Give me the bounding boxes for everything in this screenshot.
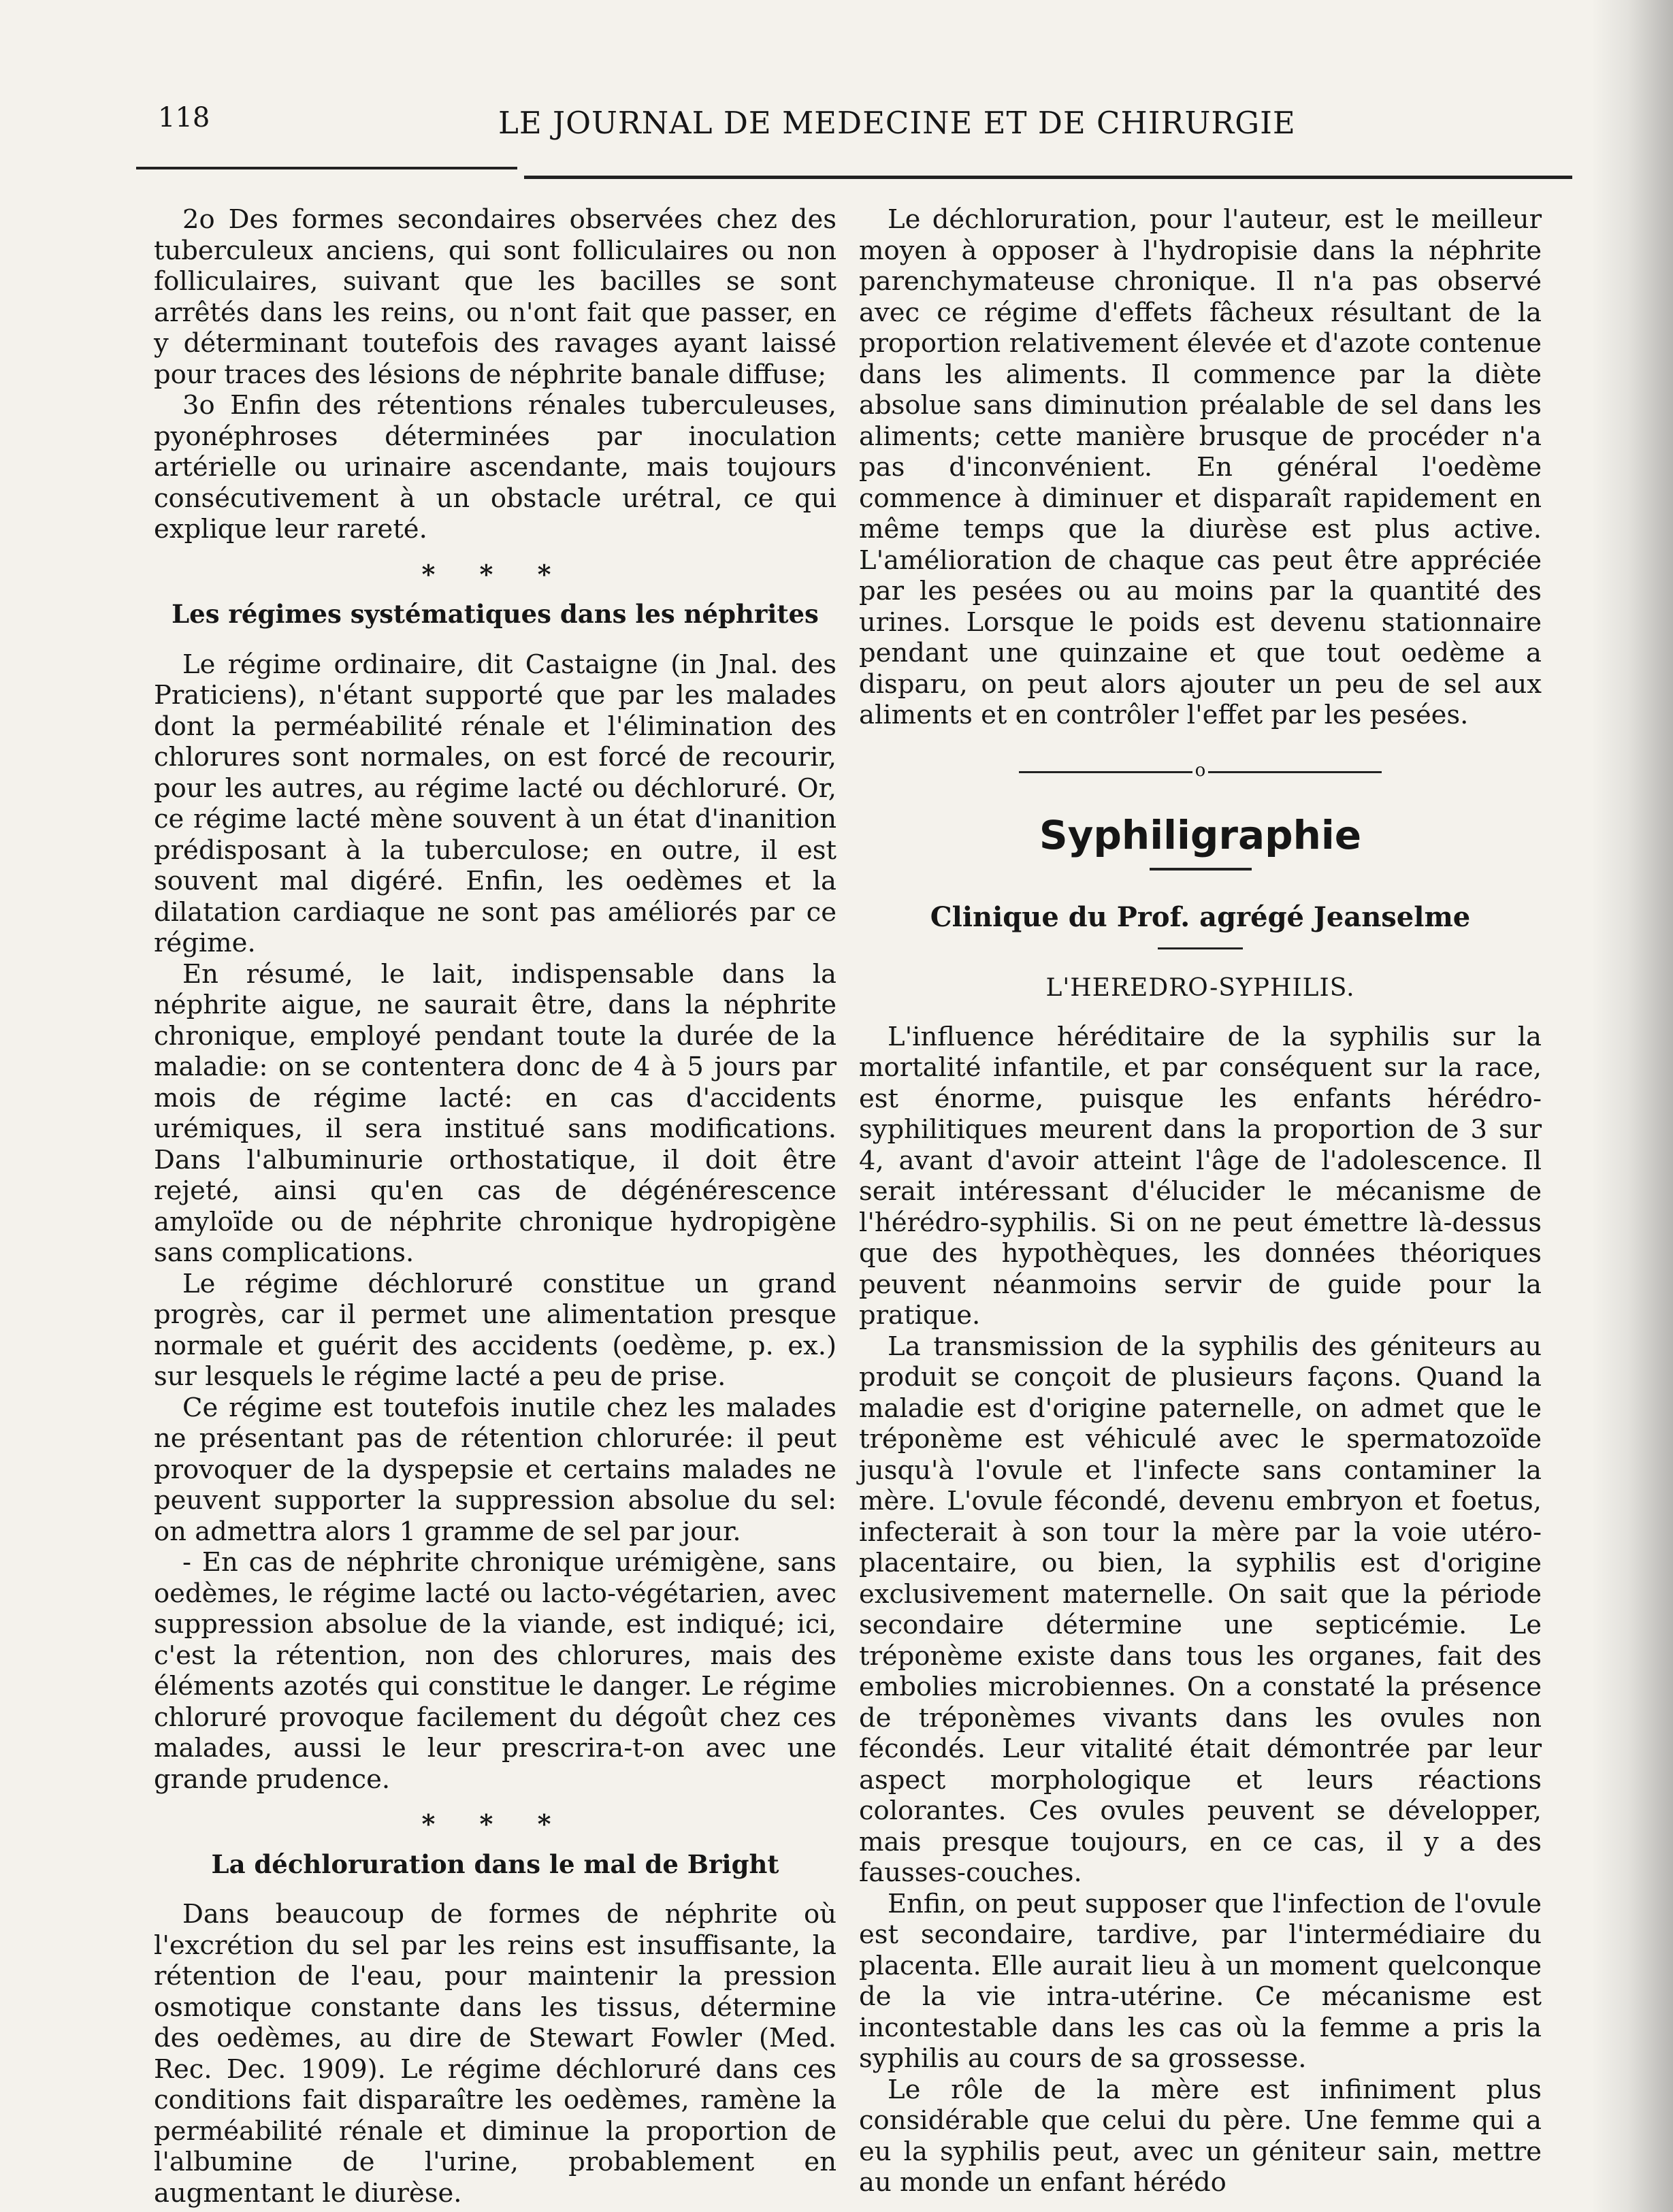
header-rule-left [136,167,517,169]
paragraph: 2o Des formes secondaires observées chez des tuberculeux anciens, qui sont folliculaires ou non folliculaires, suivant que les bacilles se sont arrêtés dans les reins, ou n'ont fait que passer, en y déterminant toutefois des ravages ayant laissé pour traces des lésions de néphrite banale diffuse; [154,204,836,390]
paragraph: L'influence héréditaire de la syphilis sur la mortalité infantile, et par conséquent sur la race, est énorme, puisque les enfants hérédro-syphilitiques meurent dans la proportion de 3 sur 4, avant d'avoir atteint l'âge de l'adolescence. Il serait intéressant d'élucider le mécanisme de l'hérédro-syphilis. Si on ne peut émettre là-dessus que des hypothèques, les données théoriques peuvent néanmoins servir de guide pour la pratique. [859,1021,1542,1331]
paragraph: Le régime déchloruré constitue un grand progrès, car il permet une alimentation presque normale et guérit des accidents (oedème, p. ex.) sur lesquels le régime lacté a peu de prise. [154,1268,836,1392]
paragraph: La transmission de la syphilis des géniteurs au produit se conçoit de plusieurs façons. Quand la maladie est d'origine paternelle, on admet que le tréponème est véhiculé avec le spermatozoïde jusqu'à l'ovule et l'infecte sans contaminer la mère. L'ovule fécondé, devenu embryon et foetus, infecterait à son tour la mère par la voie utéro-placentaire, ou bien, la syphilis est d'origine exclusivement maternelle. On sait que la période secondaire détermine une septicémie. Le tréponème existe dans tous les organes, fait des embolies microbiennes. On a constaté la présence de tréponèmes vivants dans les ovules non fécondés. Leur vitalité était démontrée par leur aspect morphologique et leurs réactions colorantes. Ces ovules peuvent se développer, mais presque toujours, en ce cas, il y a des fausses-couches. [859,1331,1542,1888]
header-rule-right [524,176,1572,179]
paragraph: En résumé, le lait, indispensable dans la néphrite aigue, ne saurait être, dans la néphrite chronique, employé pendant toute la durée de la maladie: on se contentera donc de 4 à 5 jours par mois de régime lacté: en cas d'accidents urémiques, il sera institué sans modifications. Dans l'albuminurie orthostatique, il doit être rejeté, ainsi qu'en cas de dégénérescence amyloïde ou de néphrite chronique hydropigène sans complications. [154,958,836,1268]
paragraph: - En cas de néphrite chronique urémigène, sans oedèmes, le régime lacté ou lacto-végétarien, avec suppression absolue de la viande, est indiqué; ici, c'est la rétention, non des chlorures, mais des éléments azotés qui constitue le danger. Le régime chloruré provoque facilement du dégoût chez ces malades, aussi le leur prescrira-t-on avec une grande prudence. [154,1547,836,1795]
article-title: L'HEREDRO-SYPHILIS. [1045,974,1355,1002]
paragraph: Dans beaucoup de formes de néphrite où l'excrétion du sel par les reins est insuffisante, la rétention de l'eau, pour maintenir la pression osmotique constante dans les tissus, détermine des oedèmes, au dire de Stewart Fowler (Med. Rec. Dec. 1909). Le régime déchloruré dans ces conditions fait disparaître les oedèmes, ramène la perméabilité rénale et diminue la proportion de l'albumine de l'urine, probablement en augmentant le diurèse. [154,1899,836,2209]
section-separator: * * * [421,558,569,589]
title-rule [1158,947,1243,949]
clinic-title: Clinique du Prof. agrégé Jeanselme [930,900,1471,933]
separator-symbol: o [1195,760,1206,781]
paragraph: Le rôle de la mère est infiniment plus considérable que celui du père. Une femme qui a eu la syphilis peut, avec un géniteur sain, mettre au monde un enfant hérédo [859,2074,1542,2198]
paragraph: Le déchloruration, pour l'auteur, est le meilleur moyen à opposer à l'hydropisie dans la néphrite parenchymateuse chronique. Il n'a pas observé avec ce régime d'effets fâcheux résultant de la proportion relativement élevée et d'azote contenue dans les aliments. Il commence par la diète absolue sans diminution préalable de sel dans les aliments; cette manière brusque de procéder n'a pas d'inconvénient. En général l'oedème commence à diminuer et disparaît rapidement en même temps que la diurèse est plus active. L'amélioration de chaque cas peut être appréciée par les pesées ou au moins par la quantité des urines. Lorsque le poids est devenu stationnaire pendant une quinzaine et que tout oedème a disparu, on peut alors ajouter un peu de sel aux aliments et en contrôler l'effet par les pesées. [859,204,1542,730]
separator-line [1019,771,1192,773]
section-heading: Les régimes systématiques dans les néphrites [172,599,819,629]
section-heading: La déchloruration dans le mal de Bright [211,1849,779,1879]
section-separator: * * * [421,1808,569,1839]
separator-line [1208,771,1382,773]
title-rule [1150,868,1252,871]
paragraph: Enfin, on peut supposer que l'infection de l'ovule est secondaire, tardive, par l'intermédiaire du placenta. Elle aurait lieu à un moment quelconque de la vie intra-utérine. Ce mécanisme est incontestable dans les cas où la femme a pris la syphilis au cours de sa grossesse. [859,1888,1542,2074]
left-column [154,204,836,2209]
page-header [158,102,1560,150]
section-title: Syphiligraphie [1039,812,1362,858]
paragraph: Ce régime est toutefois inutile chez les malades ne présentant pas de rétention chlorurée: il peut provoquer de la dyspepsie et certains malades ne peuvent supporter la suppression absolue du sel: on admettra alors 1 gramme de sel par jour. [154,1392,836,1547]
section-separator [859,757,1542,788]
scan-edge-shadow [1591,0,1673,2212]
paragraph: 3o Enfin des rétentions rénales tuberculeuses, pyonéphroses déterminées par inoculation artérielle ou urinaire ascendante, mais toujours consécutivement à un obstacle urétral, ce qui explique leur rareté. [154,390,836,544]
paragraph: Le régime ordinaire, dit Castaigne (in Jnal. des Praticiens), n'étant supporté que par les malades dont la perméabilité rénale et l'élimination des chlorures sont normales, on est forcé de recourir, pour les autres, au régime lacté ou déchloruré. Or, ce régime lacté mène souvent à un état d'inanition prédisposant à la tuberculose; en outre, il est souvent mal digéré. Enfin, les oedèmes et la dilatation cardiaque ne sont pas améliorés par ce régime. [154,649,836,958]
page-number: 118 [158,102,210,133]
right-column [859,204,1542,2198]
journal-title: LE JOURNAL DE MEDECINE ET DE CHIRURGIE [498,105,1296,141]
